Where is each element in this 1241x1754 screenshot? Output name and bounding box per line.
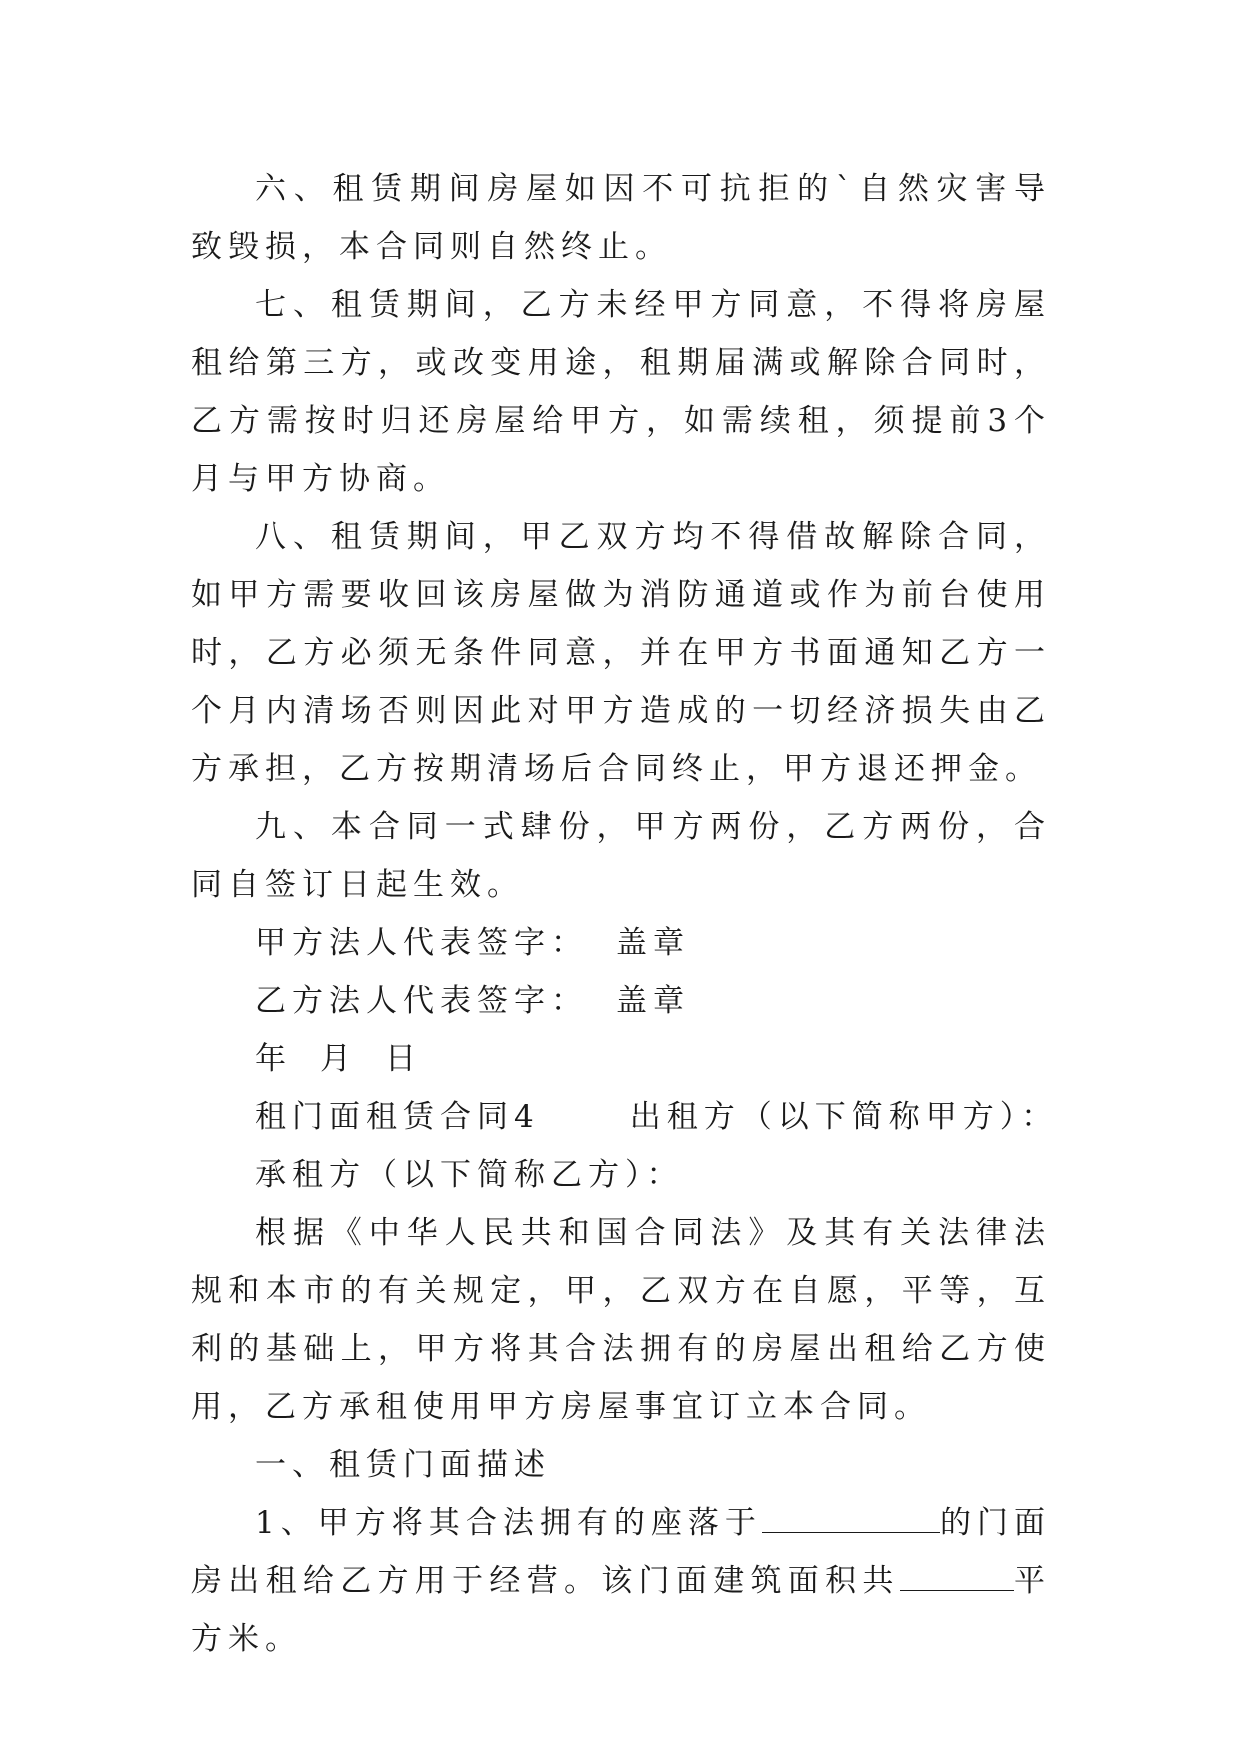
clause-1-1-part-3: 平方米。	[191, 1563, 1052, 1657]
lessor-line: 出租方（以下简称甲方）：	[629, 1099, 1059, 1135]
preamble: 根据《中华人民共和国合同法》及其有关法律法规和本市的有关规定，甲，乙双方在自愿，平等，互利的基础上，甲方将其合法拥有的房屋出租给乙方使用，乙方承租使用甲方房屋事宜订立本合同。	[191, 1215, 1051, 1425]
seal-label-party-b: 盖章	[616, 983, 690, 1019]
address-blank	[762, 1504, 940, 1533]
signature-line-party-a	[191, 914, 1051, 972]
lessee-line: 承租方（以下简称乙方）：	[255, 1157, 684, 1193]
document-body	[191, 160, 1059, 1668]
area-blank	[900, 1562, 1014, 1591]
clause-7: 七、租赁期间，乙方未经甲方同意，不得将房屋租给第三方，或改变用途，租期届满或解除合同时，乙方需按时归还房屋给甲方，如需续租，须提前3个月与甲方协商。	[191, 287, 1051, 497]
signature-label-party-b: 乙方法人代表签字：	[255, 983, 588, 1019]
clause-1-1	[191, 1494, 1051, 1668]
contract-4-header	[191, 1088, 1059, 1146]
signature-line-party-b	[191, 972, 1051, 1030]
clause-6: 六、租赁期间房屋如因不可抗拒的`自然灾害导致毁损，本合同则自然终止。	[191, 171, 1051, 265]
clause-8: 八、租赁期间，甲乙双方均不得借故解除合同，如甲方需要收回该房屋做为消防通道或作为前台使用时，乙方必须无条件同意，并在甲方书面通知乙方一个月内清场否则因此对甲方造成的一切经济损失由乙方承担，乙方按期清场后合同终止，甲方退还押金。	[191, 519, 1051, 787]
date-year: 年	[255, 1041, 292, 1077]
signature-label-party-a: 甲方法人代表签字：	[255, 925, 588, 961]
section-1-heading: 一、租赁门面描述	[255, 1447, 551, 1483]
contract-4-title: 租门面租赁合同4	[255, 1099, 540, 1135]
clause-1-1-part-2: 的门面房出租给乙方用于经营。该门面建筑面积共	[191, 1505, 1051, 1599]
clause-9: 九、本合同一式肆份，甲方两份，乙方两份，合同自签订日起生效。	[191, 809, 1051, 903]
date-line	[191, 1030, 1051, 1088]
clause-1-1-part-1: 1、甲方将其合法拥有的座落于	[255, 1505, 762, 1541]
date-day: 日	[385, 1041, 422, 1077]
date-month: 月	[320, 1041, 357, 1077]
seal-label-party-a: 盖章	[616, 925, 690, 961]
